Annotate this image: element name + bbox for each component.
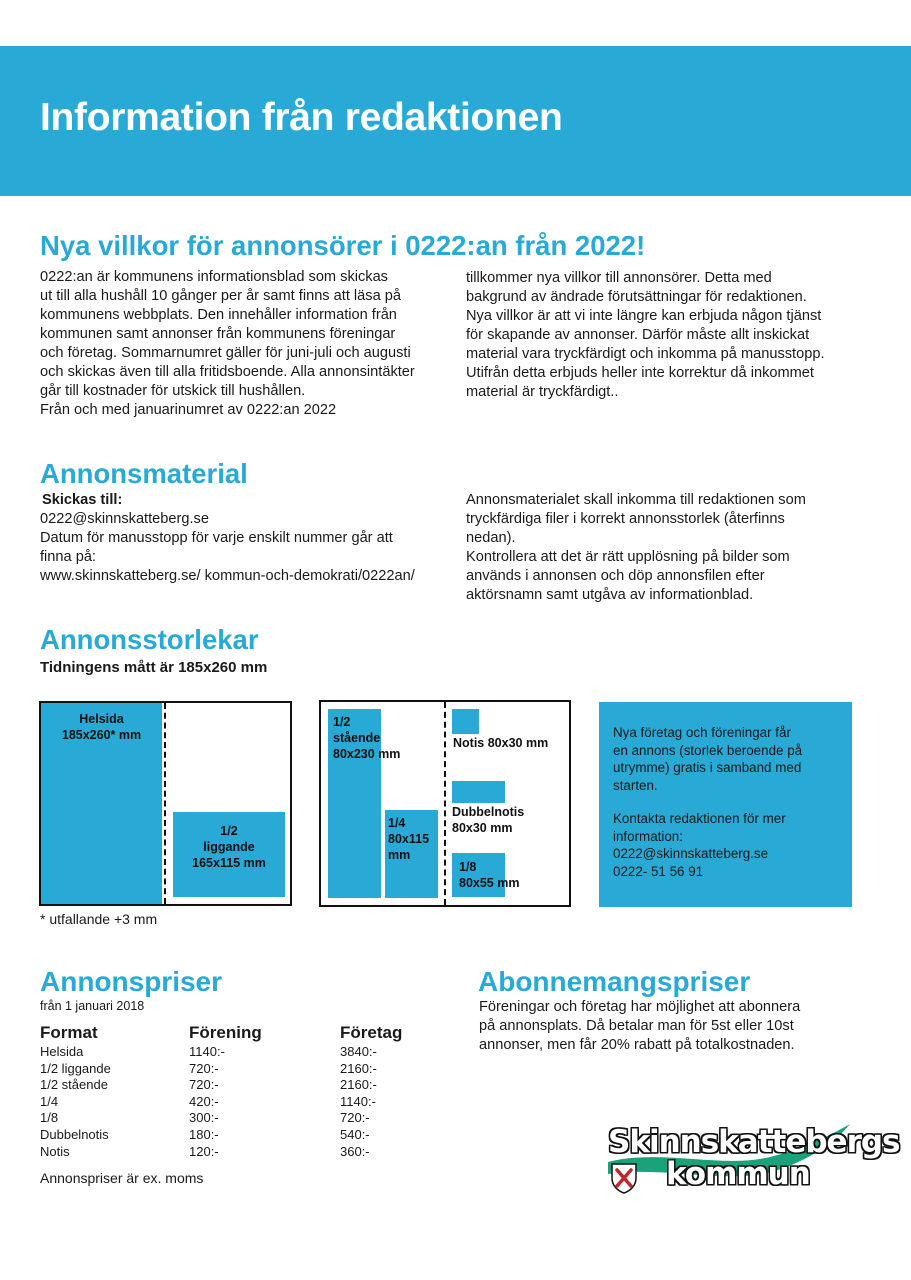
subscription-text-line: på annonsplats. Då betalar man för 5st eller 10st	[479, 1018, 794, 1034]
table-cell: 1/4	[40, 1093, 59, 1109]
material-deadline-text	[40, 529, 393, 567]
intro-left-column	[40, 268, 415, 420]
sizes-heading: Annonsstorlekar	[40, 624, 259, 655]
table-cell: 540:-	[340, 1126, 370, 1142]
material-text-line: Datum för manusstopp för varje enskilt nummer går att	[40, 530, 393, 546]
logo-line-1: Skinnskattebergs	[608, 1124, 900, 1160]
column-header: Förening	[189, 1023, 262, 1042]
table-cell: 3840:-	[340, 1044, 377, 1059]
material-url: www.skinnskatteberg.se/ kommun-och-demokrati/0222an/	[40, 568, 415, 584]
table-cell: Dubbelnotis	[40, 1126, 109, 1142]
material-email: 0222@skinnskatteberg.se	[40, 511, 209, 527]
table-cell: 1/2 liggande	[40, 1060, 111, 1076]
intro-text-line: Utifrån detta erbjuds heller inte korrektur då inkommet	[466, 365, 814, 381]
notis-label: Notis 80x30 mm	[453, 736, 549, 750]
material-right-column	[466, 491, 806, 605]
quarter-label: 1/4 80x115 mm	[388, 816, 430, 862]
coat-of-arms-icon	[610, 1162, 638, 1194]
table-cell: Helsida	[40, 1044, 84, 1059]
subscription-text-line: Föreningar och företag har möjlighet att abonnera	[479, 999, 801, 1015]
table-cell: Notis	[40, 1143, 70, 1159]
page-title: Information från redaktionen	[40, 96, 563, 139]
table-cell: 1/2 stående	[40, 1077, 108, 1093]
intro-text-line: kommunens webbplats. Den innehåller information från	[40, 307, 397, 323]
subscription-text-line: annonser, men får 20% rabatt på totalkostnaden.	[479, 1037, 795, 1053]
notis-box	[452, 709, 479, 734]
table-cell: 720:-	[189, 1077, 219, 1093]
table-cell: 1140:-	[340, 1093, 376, 1109]
table-cell: 120:-	[189, 1143, 219, 1159]
table-row	[40, 1077, 402, 1094]
info-box-text-1: Nya företag och föreningar får en annons (storlek beroende på utrymme) gratis i samband med starten.	[613, 725, 803, 793]
intro-text-line: för skapande av annonser. Därför måste allt inskickat	[466, 327, 810, 343]
sizes-subheading: Tidningens mått är 185x260 mm	[40, 659, 268, 676]
intro-text-line: material vara tryckfärdigt och inkomma på manusstopp.	[466, 346, 825, 362]
material-text-line: tryckfärdiga filer i korrekt annonsstorlek (återfinns	[466, 511, 785, 527]
intro-text-line: 0222:an är kommunens informationsblad som skickas	[40, 269, 388, 285]
table-row	[40, 1094, 402, 1111]
material-text-line: används i annonsen och döp annonsfilen efter	[466, 568, 765, 584]
material-text-line: finna på:	[40, 549, 96, 565]
material-text-line: aktörsnamn samt utgåva av informationblad.	[466, 587, 754, 603]
fold-line-right	[444, 702, 446, 905]
half-staende-label: 1/2 stående 80x230 mm	[333, 715, 401, 761]
table-row	[40, 1127, 402, 1144]
column-header: Format	[40, 1023, 98, 1042]
table-cell: 300:-	[189, 1110, 219, 1126]
intro-heading: Nya villkor för annonsörer i 0222:an från 2022!	[40, 230, 646, 261]
table-row	[40, 1144, 402, 1161]
material-text-line: nedan).	[466, 530, 516, 546]
half-liggande-label: 1/2 liggande 165x115 mm	[192, 824, 266, 870]
table-cell: 180:-	[189, 1126, 219, 1142]
table-cell: 720:-	[340, 1110, 370, 1126]
prices-subheading: från 1 januari 2018	[40, 999, 145, 1013]
info-box-text-2: Kontakta redaktionen för mer information: 0222@skinnskatteberg.se 0222- 51 56 91	[613, 811, 786, 879]
intro-text-line: tillkommer nya villkor till annonsörer. Detta med	[466, 270, 772, 286]
intro-text-line: går till kostnader för utskick till hushållen.	[40, 383, 306, 399]
helsida-label: Helsida 185x260* mm	[61, 712, 142, 742]
table-cell: 420:-	[189, 1093, 219, 1109]
footnote: * utfallande +3 mm	[40, 911, 158, 927]
intro-text-line: Från och med januarinumret av 0222:an 2022	[40, 402, 337, 418]
material-heading: Annonsmaterial	[40, 458, 248, 489]
table-cell: 720:-	[189, 1060, 219, 1076]
intro-text-line: ut till alla hushåll 10 gånger per år samt finns att läsa på	[40, 288, 401, 304]
table-cell: 2160:-	[340, 1060, 377, 1076]
fold-line-left	[164, 703, 166, 904]
material-text-line: Annonsmaterialet skall inkomma till redaktionen som	[466, 492, 806, 508]
table-cell: 1140:-	[189, 1044, 225, 1059]
prices-heading: Annonspriser	[40, 966, 223, 997]
table-row	[40, 1044, 402, 1061]
intro-text-line: och företag. Sommarnumret gäller för juni-juli och augusti	[40, 345, 411, 361]
logo-line-2: kommun	[666, 1156, 810, 1192]
table-cell: 1/8	[40, 1110, 59, 1126]
subscription-heading: Abonnemangspriser	[478, 966, 751, 997]
eighth-label: 1/8 80x55 mm	[459, 860, 520, 890]
intro-text-line: material är tryckfärdigt..	[466, 384, 619, 400]
intro-text-line: bakgrund av ändrade förutsättningar för redaktionen.	[466, 289, 807, 305]
intro-right-column	[466, 269, 825, 402]
table-row	[40, 1061, 402, 1078]
subscription-text	[479, 998, 800, 1055]
intro-text-line: Nya villkor är att vi inte längre kan erbjuda någon tjänst	[466, 308, 822, 324]
prices-note: Annonspriser är ex. moms	[40, 1170, 204, 1186]
municipality-logo	[604, 1118, 900, 1198]
material-text-line: Kontrollera att det är rätt upplösning på bilder som	[466, 549, 790, 565]
table-cell: 360:-	[340, 1143, 370, 1159]
dubbelnotis-label: Dubbelnotis 80x30 mm	[452, 805, 525, 835]
send-to-label: Skickas till:	[42, 492, 123, 508]
column-header: Företag	[340, 1023, 403, 1042]
intro-text-line: och skickas även till alla fritidsboende. Alla annonsintäkter	[40, 364, 415, 380]
intro-text-line: kommunen samt annonser från kommunens föreningar	[40, 326, 396, 342]
table-row	[40, 1110, 402, 1127]
dubbelnotis-box	[452, 781, 505, 803]
price-table	[40, 1022, 402, 1160]
price-table-header	[40, 1022, 402, 1044]
table-cell: 2160:-	[340, 1077, 377, 1093]
